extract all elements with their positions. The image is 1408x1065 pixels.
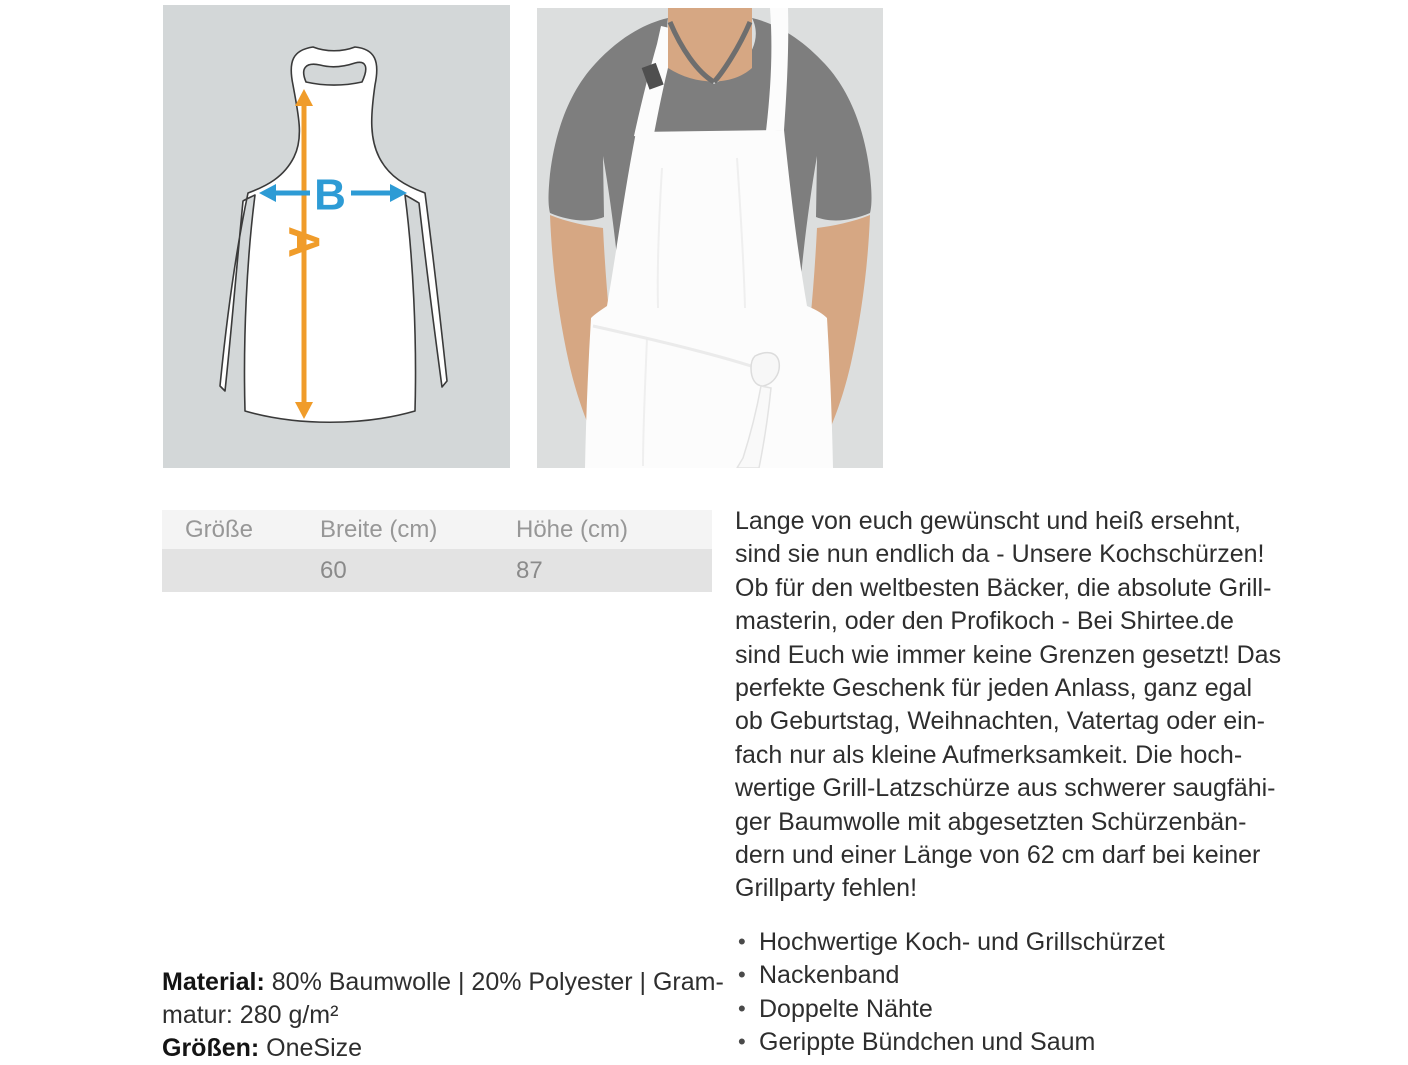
sizes-label: Größen: (162, 1034, 260, 1062)
description-line: masterin, oder den Profikoch - Bei Shirtee.de (735, 607, 1234, 636)
feature-item: • Doppelte Nähte (735, 993, 1335, 1026)
material-value: 80% Baumwolle | 20% Polyester | Gram- (271, 968, 724, 996)
description-line: ob Geburtstag, Weihnachten, Vatertag oder ein- (735, 707, 1265, 736)
feature-item: • Hochwertige Koch- und Grillschürzet (735, 926, 1335, 959)
product-photo (537, 8, 883, 468)
material-label: Material: (162, 968, 265, 996)
sizes-value: OneSize (266, 1034, 363, 1062)
col-header-breite: Breite (cm) (320, 515, 438, 543)
model-photo-svg (537, 8, 883, 468)
description-line: ger Baumwolle mit abgesetzten Schürzenbän- (735, 807, 1247, 836)
description-line: dern und einer Länge von 62 cm darf bei keiner (735, 841, 1261, 870)
material-info (162, 966, 722, 1065)
feature-item: • Gerippte Bündchen und Saum (735, 1026, 1335, 1059)
apron-diagram-svg (163, 5, 510, 468)
apron-size-diagram (163, 5, 510, 468)
material-line-2: matur: 280 g/m² (162, 1001, 339, 1029)
sizes-line (162, 1032, 722, 1065)
description-line: perfekte Geschenk für jeden Anlass, ganz egal (735, 674, 1252, 703)
label-a: A (279, 226, 329, 258)
description-line: Grillparty fehlen! (735, 874, 918, 903)
col-header-hoehe: Höhe (cm) (516, 515, 629, 543)
description-line: Ob für den weltbesten Bäcker, die absolute Grill- (735, 573, 1272, 602)
product-description (735, 505, 1282, 906)
description-line: sind Euch wie immer keine Grenzen gesetzt! Das (735, 640, 1282, 669)
label-b: B (314, 170, 346, 220)
feature-list (735, 926, 1335, 1060)
feature-item: • Nackenband (735, 959, 1335, 992)
size-table-header (162, 510, 712, 549)
cell-hoehe: 87 (516, 556, 543, 584)
table-row (162, 549, 712, 592)
size-table (162, 510, 712, 592)
material-line-1 (162, 966, 722, 999)
apron-outline (220, 47, 447, 422)
description-line: fach nur als kleine Aufmerksamkeit. Die hoch- (735, 740, 1243, 769)
description-line: wertige Grill-Latzschürze aus schwerer saugfähi- (735, 774, 1276, 803)
col-header-groesse: Größe (185, 515, 254, 543)
description-line: sind sie nun endlich da - Unsere Kochschürzen! (735, 540, 1265, 569)
description-line: Lange von euch gewünscht und heiß ersehnt, (735, 507, 1241, 535)
cell-breite: 60 (320, 556, 347, 584)
